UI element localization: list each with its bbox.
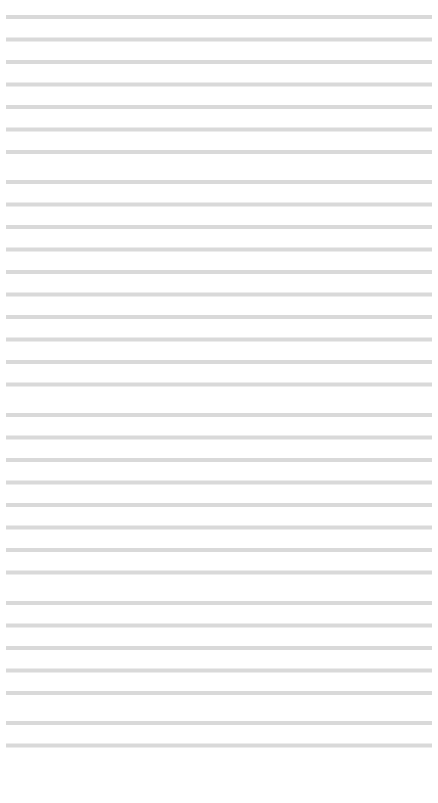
- paragraph-2: [6, 171, 432, 396]
- paragraph-1: [6, 6, 432, 163]
- paragraph-5: [6, 712, 432, 757]
- paragraph-4: [6, 592, 432, 704]
- article-body: [6, 6, 432, 757]
- paragraph-3: [6, 404, 432, 584]
